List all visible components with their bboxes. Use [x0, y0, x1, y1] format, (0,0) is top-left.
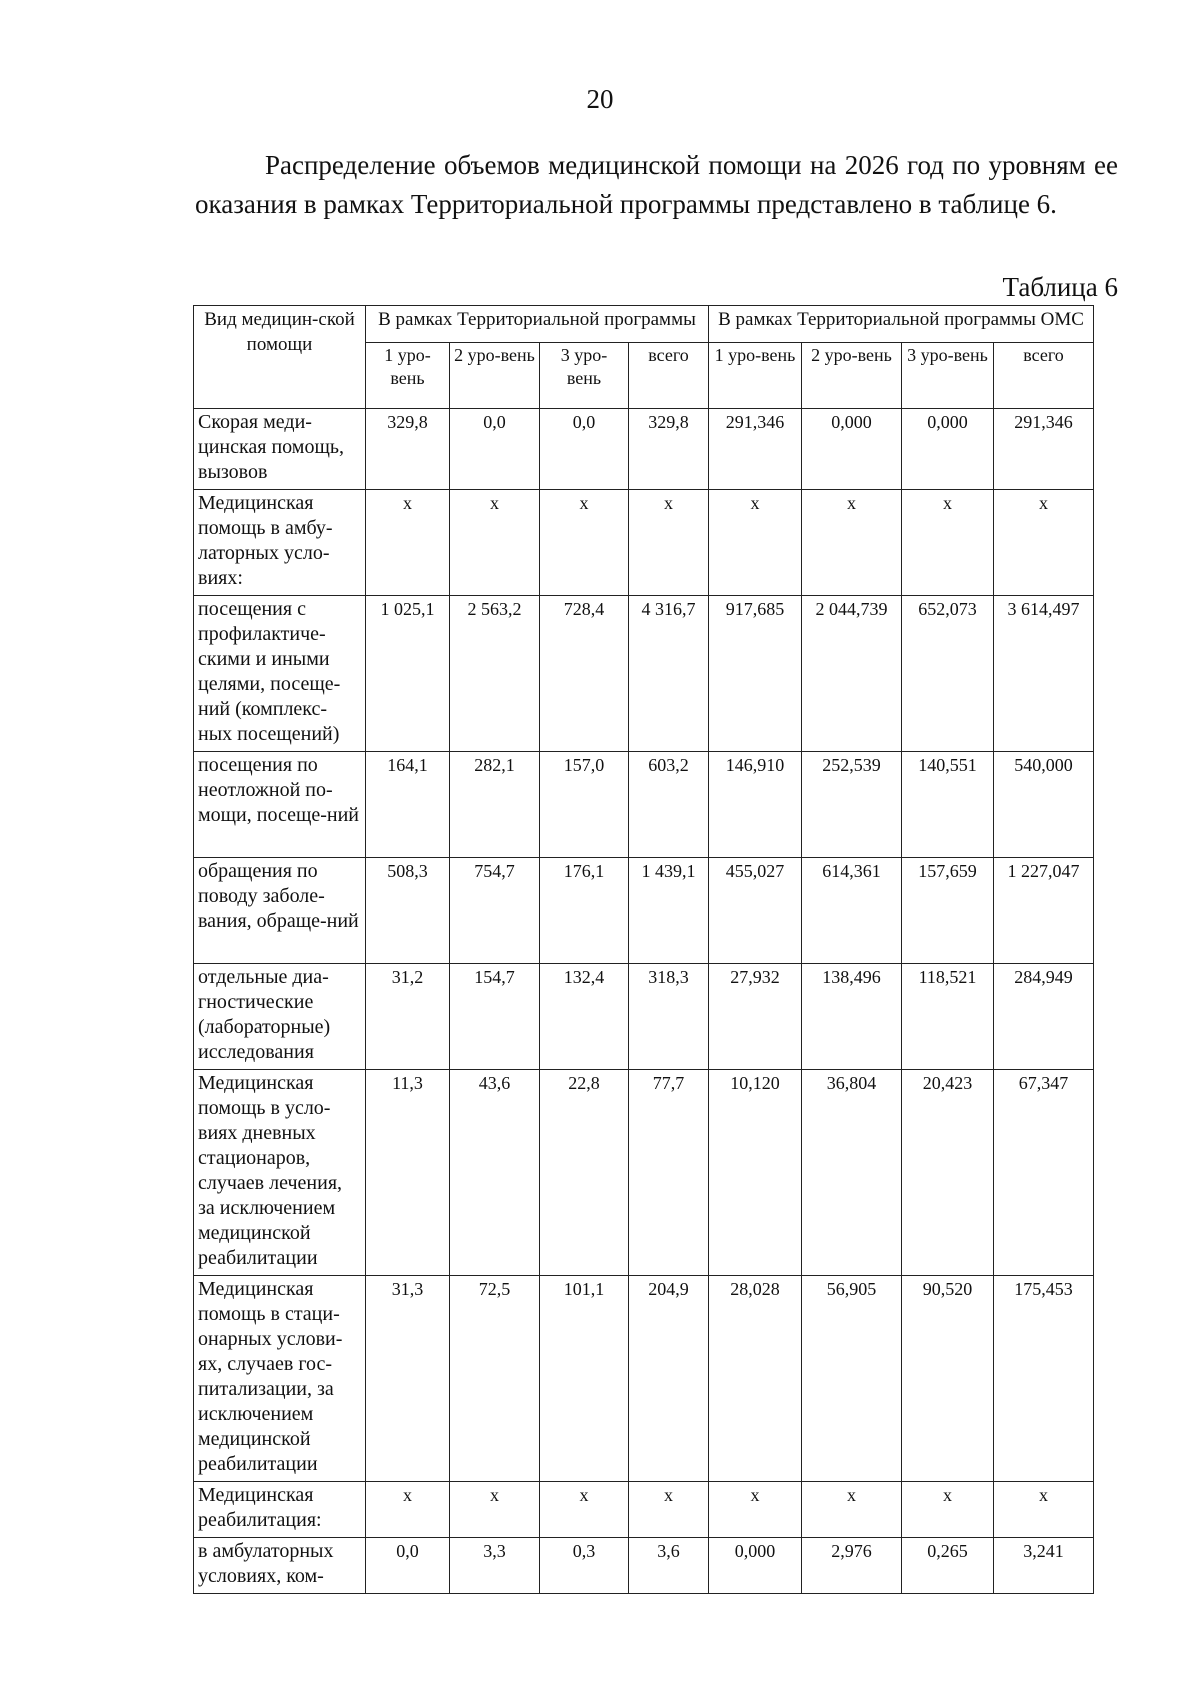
- table-cell: х: [450, 490, 540, 596]
- table-cell: 101,1: [540, 1276, 629, 1482]
- table-row: [194, 964, 1094, 1070]
- table-cell: 157,0: [540, 752, 629, 858]
- table-cell: 0,265: [902, 1538, 994, 1594]
- table-cell: 252,539: [802, 752, 902, 858]
- table-cell: 1 025,1: [366, 596, 450, 752]
- table-cell: 157,659: [902, 858, 994, 964]
- table-cell: 2 044,739: [802, 596, 902, 752]
- table-cell: х: [994, 490, 1094, 596]
- table-cell: 146,910: [709, 752, 802, 858]
- table-cell: х: [902, 490, 994, 596]
- table-row: [194, 1482, 1094, 1538]
- table-cell: 204,9: [629, 1276, 709, 1482]
- table-cell: 0,000: [709, 1538, 802, 1594]
- table-cell: 540,000: [994, 752, 1094, 858]
- header-group-oms: В рамках Территориальной программы ОМС: [709, 306, 1094, 343]
- table-cell: х: [366, 490, 450, 596]
- table-cell: 1 227,047: [994, 858, 1094, 964]
- table-cell: 2,976: [802, 1538, 902, 1594]
- table-cell: 3 614,497: [994, 596, 1094, 752]
- table-header-row-1: [194, 306, 1094, 343]
- header-level-3: 3 уро-вень: [540, 343, 629, 409]
- table-cell: 4 316,7: [629, 596, 709, 752]
- table-cell: х: [540, 490, 629, 596]
- row-label: Медицинская помощь в усло-виях дневных стационаров, случаев лечения, за исключением медицинской реабилитации: [194, 1070, 366, 1276]
- table-cell: 0,0: [450, 409, 540, 490]
- header-oms-level-3: 3 уро-вень: [902, 343, 994, 409]
- table-cell: 90,520: [902, 1276, 994, 1482]
- table-cell: 28,028: [709, 1276, 802, 1482]
- header-level-1: 1 уро-вень: [366, 343, 450, 409]
- table-cell: х: [902, 1482, 994, 1538]
- table-cell: 56,905: [802, 1276, 902, 1482]
- table-cell: 455,027: [709, 858, 802, 964]
- table-cell: 118,521: [902, 964, 994, 1070]
- row-label: отдельные диа-гностические (лабораторные) исследования: [194, 964, 366, 1070]
- table-cell: 77,7: [629, 1070, 709, 1276]
- table-cell: х: [709, 490, 802, 596]
- row-label: Медицинская помощь в стаци-онарных услови-ях, случаев гос-питализации, за исключением медицинской реабилитации: [194, 1276, 366, 1482]
- table-cell: 291,346: [994, 409, 1094, 490]
- row-label: посещения с профилактиче-скими и иными целями, посеще-ний (комплекс-ных посещений): [194, 596, 366, 752]
- table-cell: 3,241: [994, 1538, 1094, 1594]
- row-label: посещения по неотложной по-мощи, посеще-ний: [194, 752, 366, 858]
- row-label: в амбулаторных условиях, ком-: [194, 1538, 366, 1594]
- table-row: [194, 1070, 1094, 1276]
- table-cell: 175,453: [994, 1276, 1094, 1482]
- table-cell: 0,3: [540, 1538, 629, 1594]
- table-cell: 603,2: [629, 752, 709, 858]
- row-label: Скорая меди-цинская помощь, вызовов: [194, 409, 366, 490]
- header-type-of-care: Вид медицин-ской помощи: [194, 306, 366, 409]
- table-cell: х: [994, 1482, 1094, 1538]
- table-cell: 176,1: [540, 858, 629, 964]
- header-level-2: 2 уро-вень: [450, 343, 540, 409]
- table-cell: 329,8: [366, 409, 450, 490]
- table-cell: х: [802, 1482, 902, 1538]
- table-cell: 652,073: [902, 596, 994, 752]
- table-cell: 318,3: [629, 964, 709, 1070]
- table-cell: 754,7: [450, 858, 540, 964]
- table-cell: 3,3: [450, 1538, 540, 1594]
- table-cell: 917,685: [709, 596, 802, 752]
- table-cell: 329,8: [629, 409, 709, 490]
- row-label: обращения по поводу заболе-вания, обраще-ний: [194, 858, 366, 964]
- table-cell: 154,7: [450, 964, 540, 1070]
- table-cell: 10,120: [709, 1070, 802, 1276]
- table-cell: х: [709, 1482, 802, 1538]
- table-cell: 0,0: [366, 1538, 450, 1594]
- table-cell: 20,423: [902, 1070, 994, 1276]
- table-row: [194, 490, 1094, 596]
- table-cell: 282,1: [450, 752, 540, 858]
- table-cell: 36,804: [802, 1070, 902, 1276]
- table-cell: 2 563,2: [450, 596, 540, 752]
- table-cell: 0,000: [902, 409, 994, 490]
- table-cell: 11,3: [366, 1070, 450, 1276]
- table-cell: 0,0: [540, 409, 629, 490]
- table-cell: 284,949: [994, 964, 1094, 1070]
- table-cell: 132,4: [540, 964, 629, 1070]
- table-cell: 291,346: [709, 409, 802, 490]
- table-cell: 728,4: [540, 596, 629, 752]
- table-cell: х: [540, 1482, 629, 1538]
- table-cell: 3,6: [629, 1538, 709, 1594]
- table-row: [194, 752, 1094, 858]
- page-number: 20: [586, 84, 614, 114]
- table-cell: 0,000: [802, 409, 902, 490]
- header-total: всего: [629, 343, 709, 409]
- table-cell: 614,361: [802, 858, 902, 964]
- table-caption: Таблица 6: [1002, 272, 1118, 302]
- table-cell: 140,551: [902, 752, 994, 858]
- table-cell: 43,6: [450, 1070, 540, 1276]
- intro-paragraph: Распределение объемов медицинской помощи на 2026 год по уровням ее оказания в рамках Территориальной программы представлено в таблице 6.: [195, 150, 1118, 219]
- header-oms-level-2: 2 уро-вень: [802, 343, 902, 409]
- table-cell: 22,8: [540, 1070, 629, 1276]
- table-cell: 72,5: [450, 1276, 540, 1482]
- table-cell: 27,932: [709, 964, 802, 1070]
- table-row: [194, 409, 1094, 490]
- header-oms-level-1: 1 уро-вень: [709, 343, 802, 409]
- row-label: Медицинская помощь в амбу-латорных усло-виях:: [194, 490, 366, 596]
- table-cell: 1 439,1: [629, 858, 709, 964]
- header-oms-total: всего: [994, 343, 1094, 409]
- table-row: [194, 858, 1094, 964]
- table-row: [194, 1538, 1094, 1594]
- header-group-territorial: В рамках Территориальной программы: [366, 306, 709, 343]
- table-cell: 31,3: [366, 1276, 450, 1482]
- table-cell: х: [366, 1482, 450, 1538]
- table-cell: х: [450, 1482, 540, 1538]
- row-label: Медицинская реабилитация:: [194, 1482, 366, 1538]
- table-row: [194, 1276, 1094, 1482]
- table-cell: 31,2: [366, 964, 450, 1070]
- volume-distribution-table: [193, 305, 1094, 1594]
- table-cell: 508,3: [366, 858, 450, 964]
- table-cell: х: [629, 490, 709, 596]
- table-cell: х: [629, 1482, 709, 1538]
- table-cell: 67,347: [994, 1070, 1094, 1276]
- table-row: [194, 596, 1094, 752]
- table-cell: 138,496: [802, 964, 902, 1070]
- table-cell: х: [802, 490, 902, 596]
- table-cell: 164,1: [366, 752, 450, 858]
